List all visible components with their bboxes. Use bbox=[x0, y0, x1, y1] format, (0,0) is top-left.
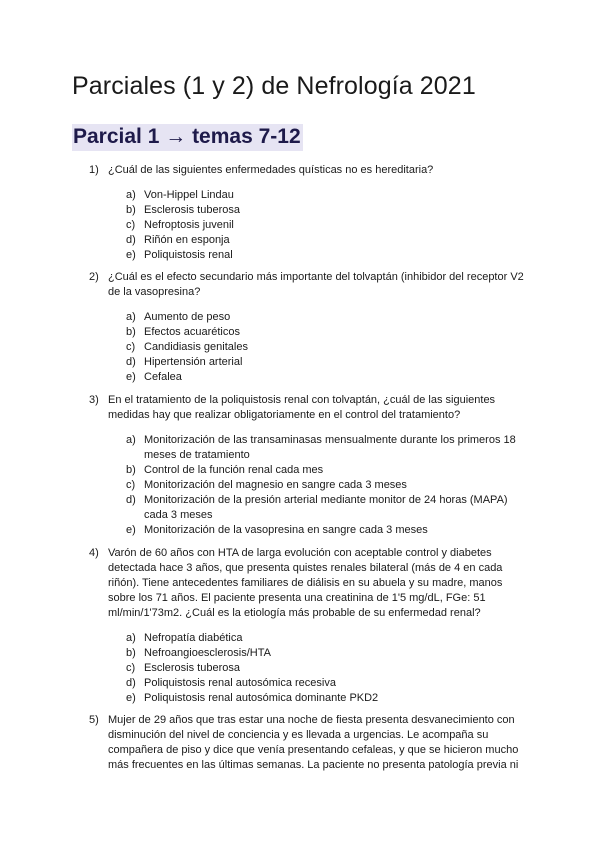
option-b bbox=[89, 646, 529, 661]
option-text: Efectos acuaréticos bbox=[144, 326, 240, 338]
option-letter: d) bbox=[126, 494, 136, 506]
option-text: Esclerosis tuberosa bbox=[144, 662, 240, 674]
question-4 bbox=[89, 546, 529, 706]
option-c bbox=[89, 478, 529, 493]
question-number: 4) bbox=[89, 547, 99, 559]
question-text: En el tratamiento de la poliquistosis renal con tolvaptán, ¿cuál de las siguientes medidas hay que realizar obligatoriamente en el control del tratamiento? bbox=[108, 394, 496, 421]
option-letter: b) bbox=[126, 464, 136, 476]
option-text: Esclerosis tuberosa bbox=[144, 204, 240, 216]
option-text: Cefalea bbox=[144, 371, 182, 383]
option-letter: c) bbox=[126, 219, 136, 231]
option-letter: c) bbox=[126, 341, 136, 353]
option-text: Monitorización de las transaminasas mensualmente durante los primeros 18 meses de tratamiento bbox=[144, 434, 516, 461]
question-1 bbox=[89, 163, 529, 263]
option-c bbox=[89, 340, 529, 355]
option-letter: e) bbox=[126, 692, 136, 704]
question-number: 1) bbox=[89, 164, 99, 176]
option-list bbox=[89, 631, 529, 706]
option-text: Poliquistosis renal autosómica recesiva bbox=[144, 677, 336, 689]
option-a bbox=[89, 631, 529, 646]
option-a bbox=[89, 188, 529, 203]
option-a bbox=[89, 310, 529, 325]
option-text: Monitorización de la presión arterial mediante monitor de 24 horas (MAPA) cada 3 meses bbox=[144, 494, 508, 521]
option-d bbox=[89, 233, 529, 248]
option-letter: a) bbox=[126, 189, 136, 201]
option-letter: d) bbox=[126, 677, 136, 689]
option-text: Nefroptosis juvenil bbox=[144, 219, 234, 231]
section-title: Parcial 1 → temas 7-12 bbox=[72, 124, 303, 151]
question-number: 5) bbox=[89, 714, 99, 726]
option-text: Monitorización de la vasopresina en sangre cada 3 meses bbox=[144, 524, 428, 536]
option-c bbox=[89, 218, 529, 233]
option-text: Nefropatía diabética bbox=[144, 632, 243, 644]
question-number: 2) bbox=[89, 271, 99, 283]
question-3 bbox=[89, 393, 529, 538]
option-text: Control de la función renal cada mes bbox=[144, 464, 324, 476]
option-text: Poliquistosis renal bbox=[144, 249, 233, 261]
option-letter: e) bbox=[126, 249, 136, 261]
option-b bbox=[89, 463, 529, 478]
option-letter: b) bbox=[126, 204, 136, 216]
question-text: ¿Cuál es el efecto secundario más importante del tolvaptán (inhibidor del receptor V2 de la vasopresina? bbox=[108, 271, 524, 298]
option-d bbox=[89, 355, 529, 370]
option-list bbox=[89, 188, 529, 263]
option-b bbox=[89, 325, 529, 340]
option-c bbox=[89, 661, 529, 676]
option-text: Monitorización del magnesio en sangre cada 3 meses bbox=[144, 479, 407, 491]
question-5 bbox=[89, 713, 529, 773]
option-letter: b) bbox=[126, 326, 136, 338]
option-letter: a) bbox=[126, 434, 136, 446]
question-number: 3) bbox=[89, 394, 99, 406]
option-text: Aumento de peso bbox=[144, 311, 231, 323]
option-d bbox=[89, 493, 529, 523]
option-letter: d) bbox=[126, 356, 136, 368]
option-text: Poliquistosis renal autosómica dominante PKD2 bbox=[144, 692, 379, 704]
option-letter: d) bbox=[126, 234, 136, 246]
option-list bbox=[89, 310, 529, 385]
option-letter: e) bbox=[126, 371, 136, 383]
option-text: Riñón en esponja bbox=[144, 234, 230, 246]
option-list bbox=[89, 433, 529, 538]
option-e bbox=[89, 248, 529, 263]
option-e bbox=[89, 523, 529, 538]
option-b bbox=[89, 203, 529, 218]
option-letter: c) bbox=[126, 662, 136, 674]
option-e bbox=[89, 370, 529, 385]
option-letter: e) bbox=[126, 524, 136, 536]
option-a bbox=[89, 433, 529, 463]
question-2 bbox=[89, 270, 529, 385]
option-e bbox=[89, 691, 529, 706]
option-letter: a) bbox=[126, 311, 136, 323]
document-title: Parciales (1 y 2) de Nefrología 2021 bbox=[72, 72, 476, 100]
option-text: Hipertensión arterial bbox=[144, 356, 243, 368]
option-text: Von-Hippel Lindau bbox=[144, 189, 234, 201]
question-text: Varón de 60 años con HTA de larga evolución con aceptable control y diabetes detectada hace 3 años, que presenta quistes renales bilateral (más de 4 en cada riñón). Tiene antecedentes familiares de diálisis en su abuela y su madre, manos sobre los 71 años. El paciente presenta una creatinina de 1'5 mg/dL, FGe: 51 ml/min/1'73m2. ¿Cuál es la etiología más probable de su enfermedad renal? bbox=[108, 547, 503, 619]
option-text: Candidiasis genitales bbox=[144, 341, 248, 353]
option-letter: c) bbox=[126, 479, 136, 491]
option-letter: b) bbox=[126, 647, 136, 659]
question-text: Mujer de 29 años que tras estar una noche de fiesta presenta desvanecimiento con disminución del nivel de conciencia y es llevada a urgencias. Le acompaña su compañera de piso y dice que venía presentando cefaleas, y que se hicieron mucho más frecuentes en las últimas semanas. La paciente no presenta patología previa ni bbox=[108, 714, 519, 771]
option-text: Nefroangioesclerosis/HTA bbox=[144, 647, 271, 659]
option-letter: a) bbox=[126, 632, 136, 644]
question-text: ¿Cuál de las siguientes enfermedades quísticas no es hereditaria? bbox=[108, 164, 434, 176]
option-d bbox=[89, 676, 529, 691]
